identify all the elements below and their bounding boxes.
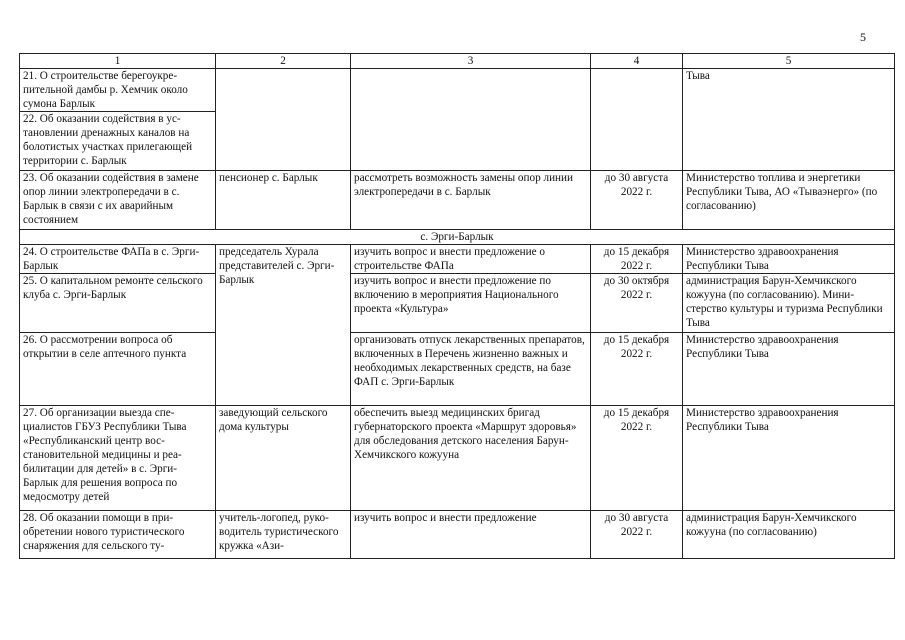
header-cell: 4	[591, 54, 683, 69]
issue-cell: 25. О капитальном ремонте сельского клуба с. Эрги-Барлык	[20, 274, 216, 333]
table-row	[20, 171, 895, 230]
deadline-cell: до 30 августа 2022 г.	[591, 171, 683, 230]
table-row	[20, 406, 895, 511]
table-header-row	[20, 54, 895, 69]
deadline-cell: до 15 декабря 2022 г.	[591, 406, 683, 511]
initiator-cell: заведующий сельского дома культуры	[216, 406, 351, 511]
initiator-cell: пенсионер с. Барлык	[216, 171, 351, 230]
responsible-cell: администрация Барун-Хемчикского кожууна (по согласованию)	[683, 511, 895, 559]
measures-table	[19, 53, 895, 559]
action-cell: изучить вопрос и внести предложение	[351, 511, 591, 559]
header-cell: 3	[351, 54, 591, 69]
action-cell	[351, 69, 591, 171]
header-cell: 2	[216, 54, 351, 69]
section-row	[20, 230, 895, 245]
issue-cell: 23. Об оказании содействия в замене опор линии электропередачи в с. Барлык в связи с их аварийным состоянием	[20, 171, 216, 230]
action-cell: изучить вопрос и внести предложение о строительстве ФАПа	[351, 245, 591, 274]
responsible-cell: Министерство здравоохранения Республики Тыва	[683, 245, 895, 274]
deadline-cell: до 30 октября 2022 г.	[591, 274, 683, 333]
issue-cell: 21. О строительстве берегоукрепительной дамбы р. Хемчик около сумона Барлык	[20, 69, 216, 112]
section-title: с. Эрги-Барлык	[20, 230, 895, 245]
initiator-cell: учитель-логопед, руководитель туристического кружка «Ази-	[216, 511, 351, 559]
issue-cell: 27. Об организации выезда специалистов ГБУЗ Республики Тыва «Республиканский центр восстановительной медицины и реабилитации для детей» в с. Эрги-Барлык для решения вопроса по медосмотру детей	[20, 406, 216, 511]
deadline-cell	[591, 69, 683, 171]
table-row	[20, 245, 895, 274]
responsible-cell: администрация Барун-Хемчикского кожууна (по согласованию). Министерство культуры и туризма Республики Тыва	[683, 274, 895, 333]
deadline-cell: до 15 декабря 2022 г.	[591, 245, 683, 274]
responsible-cell: Министерство здравоохранения Республики Тыва	[683, 333, 895, 406]
action-cell: обеспечить выезд медицинских бригад губернаторского проекта «Маршрут здоровья» для обследования детского населения Барун-Хемчикского кожууна	[351, 406, 591, 511]
action-cell: рассмотреть возможность замены опор линии электропередачи в с. Барлык	[351, 171, 591, 230]
table-row	[20, 69, 895, 112]
issue-cell: 28. Об оказании помощи в приобретении нового туристического снаряжения для сельского ту-	[20, 511, 216, 559]
initiator-cell	[216, 69, 351, 171]
deadline-cell: до 30 августа 2022 г.	[591, 511, 683, 559]
issue-cell: 26. О рассмотрении вопроса об открытии в селе аптечного пункта	[20, 333, 216, 406]
page-number: 5	[860, 30, 866, 44]
responsible-cell: Министерство здравоохранения Республики Тыва	[683, 406, 895, 511]
responsible-cell: Тыва	[683, 69, 895, 171]
table-row	[20, 511, 895, 559]
table-row	[20, 274, 895, 333]
issue-cell: 24. О строительстве ФАПа в с. Эрги-Барлык	[20, 245, 216, 274]
action-cell: организовать отпуск лекарственных препаратов, включенных в Перечень жизненно важных и необходимых лекарственных средств, на базе ФАП с. Эрги-Барлык	[351, 333, 591, 406]
table-row	[20, 333, 895, 406]
responsible-cell: Министерство топлива и энергетики Республики Тыва, АО «Тываэнерго» (по согласованию)	[683, 171, 895, 230]
header-cell: 5	[683, 54, 895, 69]
header-cell: 1	[20, 54, 216, 69]
deadline-cell: до 15 декабря 2022 г.	[591, 333, 683, 406]
initiator-cell: председатель Хурала представителей с. Эрги-Барлык	[216, 245, 351, 406]
issue-cell: 22. Об оказании содействия в установлении дренажных каналов на болотистых участках прилегающей территории с. Барлык	[20, 112, 216, 171]
action-cell: изучить вопрос и внести предложение по включению в мероприятия Национального проекта «Культура»	[351, 274, 591, 333]
